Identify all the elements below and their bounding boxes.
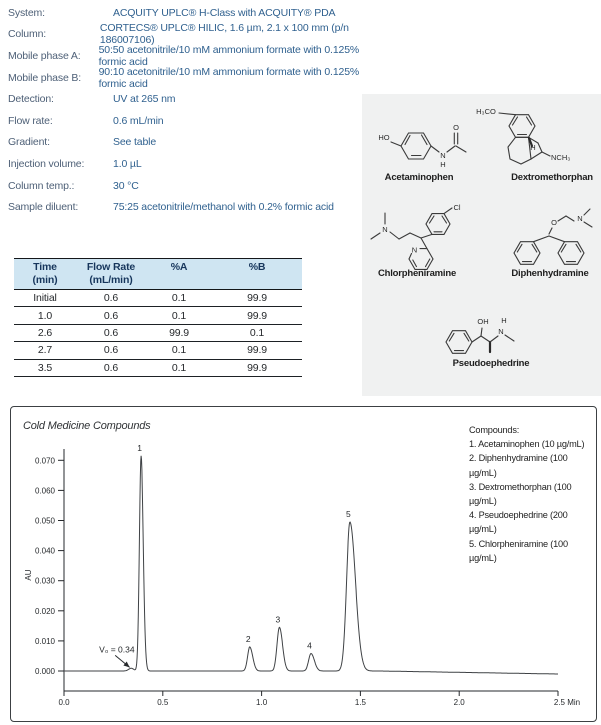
gradient-header-cell	[14, 261, 76, 286]
gradient-header-line1: Flow Rate	[86, 261, 136, 273]
method-param-label: Detection:	[8, 93, 54, 106]
method-param-value: 50:50 acetonitrile/10 mM ammonium formate with 0.125% formic acid	[98, 43, 360, 68]
atom-o: O	[453, 123, 459, 132]
gradient-cell: 99.9	[247, 344, 267, 357]
atom-n: N	[577, 214, 583, 223]
gradient-cell: 0.6	[103, 326, 119, 339]
gradient-cell: 0.6	[103, 344, 119, 357]
atom-cl: Cl	[453, 203, 461, 212]
structure-pseudoephedrine-icon	[437, 312, 552, 358]
atom-n: N	[440, 151, 446, 160]
gradient-cell: 99.9	[247, 361, 267, 374]
gradient-cell: 0.1	[249, 326, 265, 339]
method-param-value: 30 °C	[113, 179, 139, 192]
atom-h3co: H₃CO	[476, 107, 496, 116]
gradient-cell: 0.1	[171, 344, 187, 357]
x-tick-label: 2.0	[453, 698, 465, 707]
x-tick-label: 0.0	[58, 698, 70, 707]
method-param-row	[8, 24, 368, 46]
legend-title: Compounds:	[469, 425, 520, 435]
gradient-table	[14, 258, 302, 377]
atom-n-ring: N	[411, 245, 418, 255]
method-param-label: Gradient:	[8, 136, 50, 149]
x-tick-label: 0.5	[157, 698, 169, 707]
x-tick-label: 1.0	[256, 698, 268, 707]
gradient-cell: 0.6	[103, 361, 119, 374]
gradient-cell: 0.1	[171, 292, 187, 305]
method-param-label: System:	[8, 6, 45, 19]
legend-item: 4. Pseudoephedrine (200 µg/mL)	[469, 510, 568, 535]
peak-label-2: 2	[245, 633, 251, 644]
method-param-label: Column:	[8, 28, 47, 41]
gradient-header-line1: %B	[248, 261, 266, 273]
y-tick-label: 0.060	[34, 486, 55, 496]
peak-label-5: 5	[346, 509, 351, 520]
gradient-cell: 1.0	[37, 309, 53, 322]
atom-oh: OH	[477, 317, 489, 326]
gradient-cell: 2.7	[37, 344, 53, 357]
method-param-value: 90:10 acetonitrile/10 mM ammonium formate with 0.125% formic acid	[98, 65, 360, 90]
legend-item: 5. Chlorpheniramine (100 µg/mL)	[469, 538, 568, 563]
void-marker-text: V₀ = 0.34	[99, 644, 135, 655]
chart-title: Cold Medicine Compounds	[23, 420, 151, 432]
gradient-cell: 99.9	[169, 326, 189, 339]
atom-h: H	[530, 143, 536, 152]
method-param-row	[8, 2, 368, 24]
method-param-value: UV at 265 nm	[113, 93, 176, 106]
method-param-row	[8, 153, 368, 175]
x-tick-label: 2.5 Min	[553, 698, 581, 707]
gradient-cell: 0.1	[171, 309, 187, 322]
atom-h: H	[440, 160, 446, 169]
method-param-row	[8, 175, 368, 197]
method-param-row	[8, 110, 368, 132]
structure-diphenhydramine-icon	[497, 206, 601, 276]
chromatogram-plot	[11, 407, 596, 721]
method-parameter-list	[8, 2, 368, 218]
method-param-value: 1.0 µL	[113, 157, 142, 170]
gradient-table-row	[14, 307, 302, 324]
gradient-table-header	[14, 258, 302, 290]
y-tick-label: 0.020	[34, 606, 55, 616]
gradient-cell: 0.1	[171, 361, 187, 374]
gradient-cell: Initial	[33, 292, 57, 305]
method-param-row	[8, 67, 368, 89]
legend-item: 1. Acetaminophen (10 µg/mL)	[469, 439, 585, 450]
method-param-value: CORTECS® UPLC® HILIC, 1.6 µm, 2.1 x 100 mm (p/n 186007106)	[99, 22, 349, 47]
gradient-header-line1: Time	[33, 261, 57, 273]
method-param-label: Flow rate:	[8, 114, 53, 127]
y-tick-label: 0.050	[34, 516, 55, 526]
gradient-cell: 3.5	[37, 361, 53, 374]
gradient-header-cell	[212, 261, 302, 286]
legend-item: 2. Diphenhydramine (100 µg/mL)	[469, 453, 568, 478]
y-axis-label: AU	[24, 569, 33, 581]
y-tick-label: 0.040	[34, 546, 55, 556]
method-param-row	[8, 88, 368, 110]
method-param-value: See table	[113, 136, 157, 149]
gradient-header-cell	[146, 261, 212, 286]
peak-label-1: 1	[137, 442, 142, 453]
gradient-cell: 99.9	[247, 292, 267, 305]
gradient-cell: 2.6	[37, 326, 53, 339]
peak-label-4: 4	[307, 640, 312, 651]
method-param-row	[8, 196, 368, 218]
gradient-cell: 99.9	[247, 309, 267, 322]
chromatogram-panel	[10, 406, 597, 722]
atom-n: N	[498, 327, 504, 336]
structure-label-pseudoephedrine: Pseudoephedrine	[452, 358, 530, 369]
atom-n-amine: N	[382, 225, 388, 234]
method-param-label: Sample diluent:	[8, 201, 79, 214]
method-param-label: Mobile phase B:	[8, 71, 82, 84]
y-tick-label: 0.070	[34, 456, 55, 466]
gradient-table-row	[14, 325, 302, 342]
atom-o: O	[551, 218, 557, 227]
gradient-table-row	[14, 360, 302, 377]
gradient-header-line2: (mL/min)	[89, 273, 133, 286]
structure-label-dextromethorphan: Dextromethorphan	[511, 172, 593, 183]
x-tick-label: 1.5	[354, 698, 366, 707]
method-param-value: ACQUITY UPLC® H-Class with ACQUITY® PDA	[113, 6, 336, 19]
legend-item: 3. Dextromethorphan (100 µg/mL)	[469, 481, 572, 507]
structure-acetaminophen-icon	[370, 106, 470, 178]
y-tick-label: 0.000	[34, 667, 55, 676]
structure-label-acetaminophen: Acetaminophen	[384, 172, 454, 183]
gradient-cell: 0.6	[103, 309, 119, 322]
method-param-value: 0.6 mL/min	[113, 114, 164, 127]
gradient-table-row	[14, 342, 302, 359]
gradient-cell: 0.6	[103, 292, 119, 305]
atom-h: H	[501, 316, 507, 325]
structures-panel	[362, 94, 601, 396]
method-param-label: Column temp.:	[8, 179, 75, 192]
structure-label-chlorpheniramine: Chlorpheniramine	[377, 268, 457, 279]
structure-label-diphenhydramine: Diphenhydramine	[511, 268, 589, 279]
method-param-label: Mobile phase A:	[8, 49, 81, 62]
method-param-row	[8, 132, 368, 154]
method-param-row	[8, 45, 368, 67]
peak-label-3: 3	[275, 614, 281, 625]
gradient-header-line2: (min)	[32, 273, 58, 286]
atom-ho: HO	[378, 133, 390, 142]
atom-nch3: NCH₃	[551, 153, 571, 162]
method-param-value: 75:25 acetonitrile/methanol with 0.2% formic acid	[113, 201, 334, 214]
structure-dextromethorphan-icon	[470, 100, 595, 180]
y-tick-label: 0.010	[34, 636, 55, 646]
y-tick-label: 0.030	[34, 576, 55, 586]
gradient-header-cell	[76, 261, 146, 286]
gradient-header-line1: %A	[170, 261, 188, 273]
gradient-table-row	[14, 290, 302, 307]
method-param-label: Injection volume:	[8, 157, 85, 170]
